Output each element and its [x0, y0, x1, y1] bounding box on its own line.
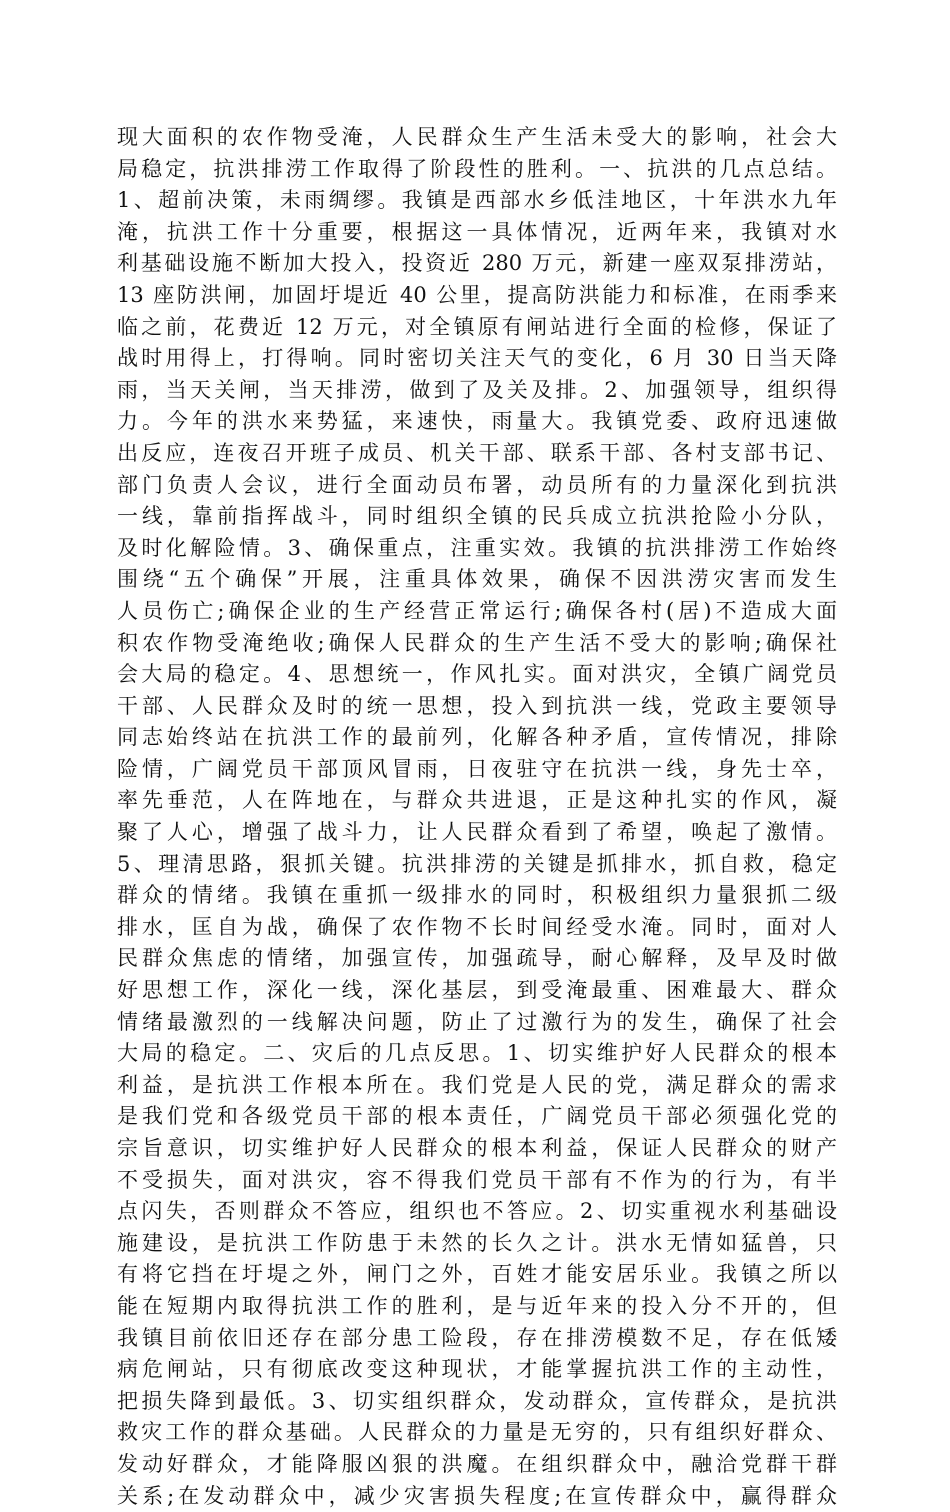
text-line: 淹，抗洪工作十分重要，根据这一具体情况，近两年来，我镇对水 [117, 219, 837, 244]
text-line: 1、超前决策，未雨绸缪。我镇是西部水乡低洼地区，十年洪水九年 [117, 188, 837, 213]
text-line: 病危闸站，只有彻底改变这种现状，才能掌握抗洪工作的主动性， [117, 1357, 837, 1382]
text-line: 情绪最激烈的一线解决问题，防止了过激行为的发生，确保了社会 [117, 1009, 837, 1034]
text-line: 雨，当天关闸，当天排涝，做到了及关及排。2、加强领导，组织得 [117, 377, 837, 402]
text-line: 率先垂范，人在阵地在，与群众共进退，正是这种扎实的作风，凝 [117, 788, 837, 813]
text-line: 5、理清思路，狠抓关键。抗洪排涝的关键是抓排水，抓自救，稳定 [117, 851, 837, 876]
text-line: 发动好群众，才能降服凶狠的洪魔。在组织群众中，融洽党群干群 [117, 1451, 837, 1476]
text-line: 战时用得上，打得响。同时密切关注天气的变化，6 月 30 日当天降 [117, 346, 837, 371]
text-line: 一线，靠前指挥战斗，同时组织全镇的民兵成立抗洪抢险小分队， [117, 504, 837, 529]
text-line: 干部、人民群众及时的统一思想，投入到抗洪一线，党政主要领导 [117, 693, 837, 718]
text-line: 关系;在发动群众中，减少灾害损失程度;在宣传群众中，赢得群众 [117, 1483, 837, 1508]
text-line: 会大局的稳定。4、思想统一，作风扎实。面对洪灾，全镇广阔党员 [117, 662, 837, 687]
text-line: 同志始终站在抗洪工作的最前列，化解各种矛盾，宣传情况，排除 [117, 725, 837, 750]
text-line: 施建设，是抗洪工作防患于未然的长久之计。洪水无情如猛兽，只 [117, 1230, 837, 1255]
text-line: 有将它挡在圩堤之外，闸门之外，百姓才能安居乐业。我镇之所以 [117, 1262, 837, 1287]
text-line: 及时化解险情。3、确保重点，注重实效。我镇的抗洪排涝工作始终 [117, 535, 837, 560]
text-line: 力。今年的洪水来势猛，来速快，雨量大。我镇党委、政府迅速做 [117, 409, 837, 434]
text-line: 把损失降到最低。3、切实组织群众，发动群众，宣传群众，是抗洪 [117, 1388, 837, 1413]
text-line: 局稳定，抗洪排涝工作取得了阶段性的胜利。一、抗洪的几点总结。 [117, 156, 837, 181]
text-line: 民群众焦虑的情绪，加强宣传，加强疏导，耐心解释，及早及时做 [117, 946, 837, 971]
text-line: 临之前，花费近 12 万元，对全镇原有闸站进行全面的检修，保证了 [117, 314, 837, 339]
text-line: 能在短期内取得抗洪工作的胜利，是与近年来的投入分不开的，但 [117, 1293, 837, 1318]
text-line: 好思想工作，深化一线，深化基层，到受淹最重、困难最大、群众 [117, 978, 837, 1003]
text-line: 群众的情绪。我镇在重抓一级排水的同时，积极组织力量狠抓二级 [117, 883, 837, 908]
text-line: 部门负责人会议，进行全面动员布署，动员所有的力量深化到抗洪 [117, 472, 837, 497]
text-line: 出反应，连夜召开班子成员、机关干部、联系干部、各村支部书记、 [117, 440, 837, 465]
text-line: 人员伤亡;确保企业的生产经营正常运行;确保各村(居)不造成大面 [117, 598, 837, 623]
text-line: 聚了人心，增强了战斗力，让人民群众看到了希望，唤起了激情。 [117, 820, 837, 845]
text-line: 不受损失，面对洪灾，容不得我们党员干部有不作为的行为，有半 [117, 1167, 837, 1192]
body-text [117, 122, 837, 1512]
text-line: 是我们党和各级党员干部的根本责任，广阔党员干部必须强化党的 [117, 1104, 837, 1129]
text-line: 险情，广阔党员干部顶风冒雨，日夜驻守在抗洪一线，身先士卒， [117, 756, 837, 781]
text-line: 救灾工作的群众基础。人民群众的力量是无穷的，只有组织好群众、 [117, 1420, 837, 1445]
text-line: 宗旨意识，切实维护好人民群众的根本利益，保证人民群众的财产 [117, 1136, 837, 1160]
text-line: 13 座防洪闸，加固圩堤近 40 公里，提高防洪能力和标准，在雨季来 [117, 282, 837, 307]
text-line: 利益，是抗洪工作根本所在。我们党是人民的党，满足群众的需求 [117, 1072, 837, 1097]
text-line: 现大面积的农作物受淹，人民群众生产生活未受大的影响，社会大 [117, 125, 837, 149]
text-line: 大局的稳定。二、灾后的几点反思。1、切实维护好人民群众的根本 [117, 1041, 837, 1066]
text-line: 排水，匡自为战，确保了农作物不长时间经受水淹。同时，面对人 [117, 914, 837, 939]
text-line: 我镇目前依旧还存在部分患工险段，存在排涝模数不足，存在低矮 [117, 1325, 837, 1350]
text-line: 点闪失，否则群众不答应，组织也不答应。2、切实重视水利基础设 [117, 1199, 837, 1224]
text-line: 积农作物受淹绝收;确保人民群众的生产生活不受大的影响;确保社 [117, 630, 837, 655]
text-line: 围绕“五个确保”开展，注重具体效果，确保不因洪涝灾害而发生 [117, 567, 837, 592]
text-line: 利基础设施不断加大投入，投资近 280 万元，新建一座双泵排涝站， [117, 251, 837, 276]
